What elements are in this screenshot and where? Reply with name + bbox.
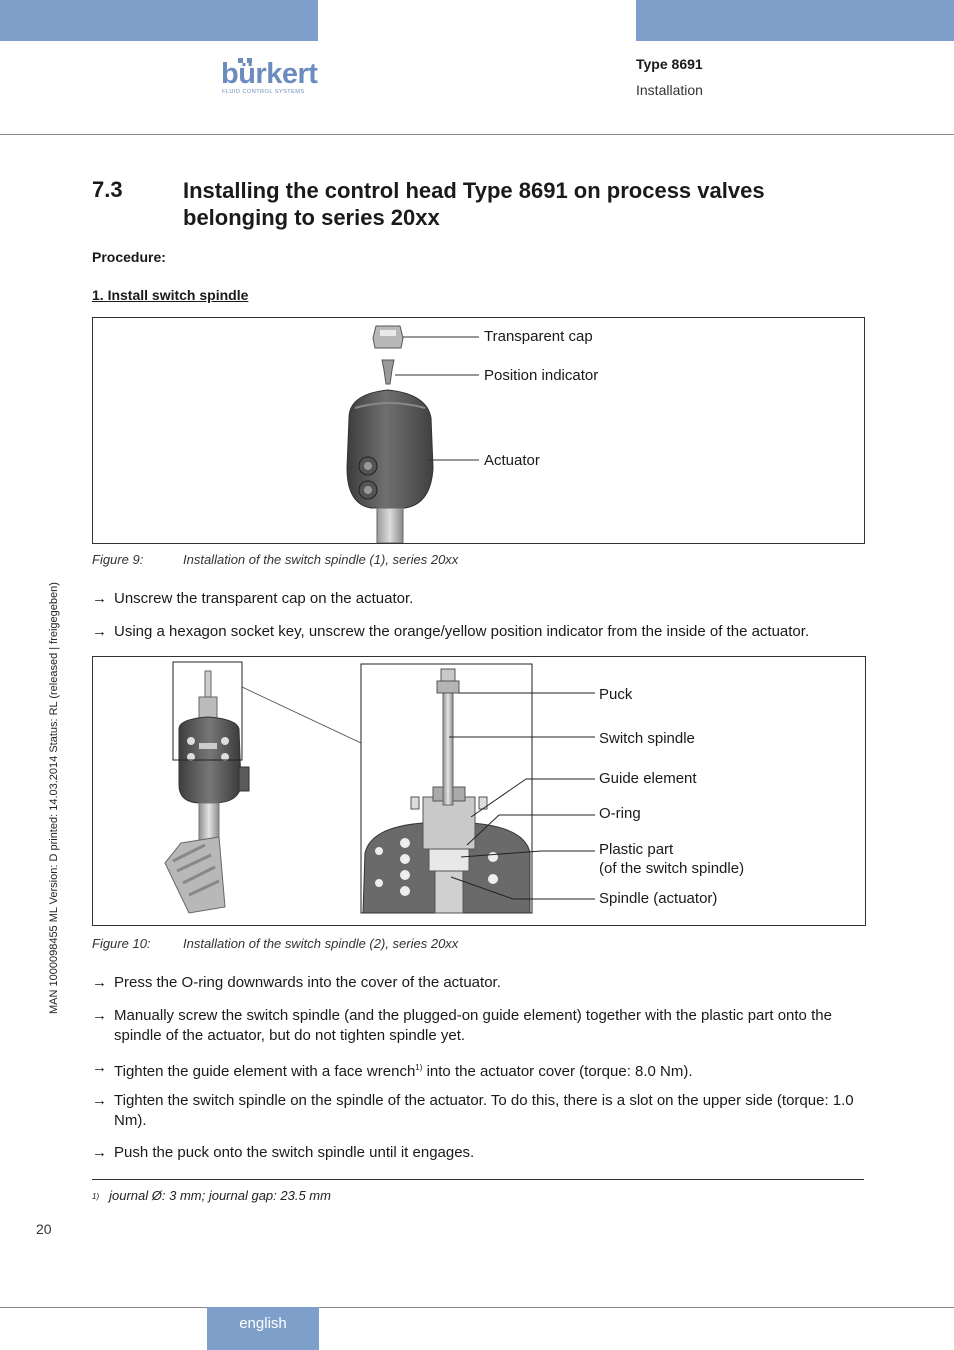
step-text: Press the O-ring downwards into the cover of the actuator. [114,974,501,991]
procedure-label: Procedure: [92,249,166,265]
footer-rule [0,1307,954,1308]
step-text [92,1058,864,1082]
figure-10-text: Installation of the switch spindle (2), series 20xx [183,936,459,951]
instruction-step [92,1143,864,1163]
label-puck: Puck [599,686,633,703]
step-text-part: into the actuator cover (torque: 8.0 Nm). [426,1063,693,1080]
section-number: 7.3 [92,177,123,202]
page-number: 20 [36,1221,52,1237]
label-guide-element: Guide element [599,770,697,787]
header-doc-type: Type 8691 [636,56,703,72]
step-heading: 1. Install switch spindle [92,287,249,303]
figure-10 [92,656,866,926]
step-text: Tighten the switch spindle on the spindle of the actuator. To do this, there is a slot on the upper side (torque: 1.0 Nm). [114,1092,854,1129]
header-band-right [636,0,954,41]
footnote [92,1188,331,1203]
arrow-icon: → [92,1092,107,1109]
figure-9-caption [92,552,864,570]
label-plastic-part: Plastic part [599,841,674,858]
header-rule [0,134,954,135]
position-indicator [382,360,394,384]
burkert-logo [221,58,319,96]
figure-10-number: Figure 10: [92,936,151,951]
figure-10-caption [92,936,864,954]
figure-10-illustration [93,657,865,925]
instruction-step [92,589,864,609]
sidebar-document-info: MAN 1000098455 ML Version: D printed: 14.03.2014 Status: RL (released | freigegeben) [48,582,60,1014]
arrow-icon: → [92,974,107,991]
instruction-step [92,622,864,642]
figure-9-illustration [93,318,864,543]
section-title: Installing the control head Type 8691 on process valves belonging to series 20xx [183,178,765,230]
step-text: Unscrew the transparent cap on the actuator. [114,590,414,607]
footnote-rule [92,1179,864,1180]
valve-overview [165,671,249,913]
figure-9 [92,317,865,544]
instruction-step [92,1058,864,1082]
logo-wordmark: bürkert [221,58,318,90]
header-band-left [0,0,318,41]
logo-subtitle: FLUID CONTROL SYSTEMS [222,89,305,95]
figure-9-number: Figure 9: [92,552,144,567]
footnote-marker: 1) [92,1192,100,1201]
label-plastic-part-note: (of the switch spindle) [599,860,745,877]
header-section: Installation [636,82,703,98]
label-transparent-cap: Transparent cap [484,328,593,345]
step-text: Manually screw the switch spindle (and the plugged-on guide element) together with the plastic part onto the spindle of the actuator, but do not tighten spindle yet. [114,1007,832,1044]
label-actuator: Actuator [484,452,540,469]
arrow-icon: → [92,1144,107,1161]
instruction-step [92,1006,864,1046]
footnote-text: journal Ø: 3 mm; journal gap: 23.5 mm [109,1188,331,1203]
label-switch-spindle: Switch spindle [599,730,695,747]
arrow-icon: → [92,623,107,640]
footnote-reference: 1) [415,1063,423,1072]
step-text-part: Tighten the guide element with a face wrench [114,1063,416,1080]
label-spindle-actuator: Spindle (actuator) [599,890,718,907]
actuator [347,390,433,543]
instruction-step [92,973,864,993]
arrow-icon: → [92,590,107,607]
figure-9-text: Installation of the switch spindle (1), series 20xx [183,552,459,567]
arrow-icon: → [92,1059,107,1076]
step-text: Using a hexagon socket key, unscrew the orange/yellow position indicator from the inside of the actuator. [114,623,810,640]
step-text: Push the puck onto the switch spindle until it engages. [114,1144,475,1161]
instruction-step [92,1091,864,1131]
label-o-ring: O-ring [599,805,641,822]
language-tab: english [207,1307,319,1350]
arrow-icon: → [92,1007,107,1024]
transparent-cap [373,326,403,348]
label-position-indicator: Position indicator [484,367,599,384]
